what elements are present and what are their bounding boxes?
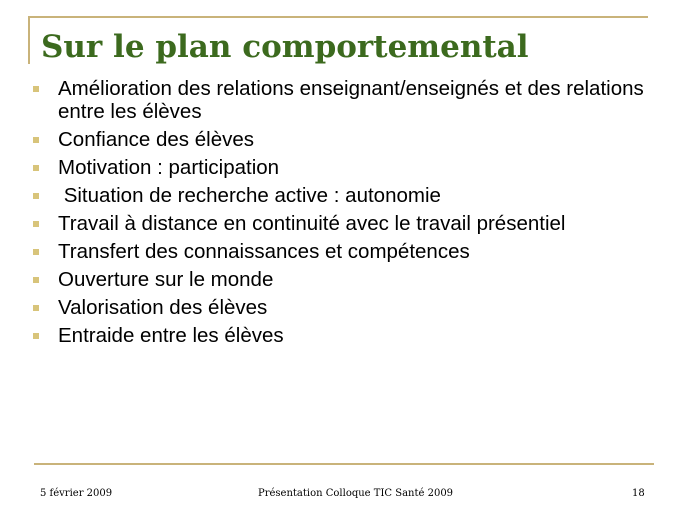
page-number: 18 (632, 488, 645, 499)
footer-date: 5 février 2009 (40, 488, 113, 499)
bullet-text: Transfert des connaissances et compétences (58, 240, 470, 263)
bullet-item (30, 268, 645, 291)
bullet-text: Travail à distance en continuité avec le travail présentiel (58, 212, 566, 235)
bullet-item (30, 324, 645, 347)
square-bullet-icon (33, 86, 39, 92)
bullet-item (30, 128, 645, 151)
bullet-item (30, 212, 645, 235)
square-bullet-icon (33, 165, 39, 171)
bullet-text: Confiance des élèves (58, 128, 255, 151)
bullet-text: Situation de recherche active : autonomie (58, 184, 441, 207)
slide-title: Sur le plan comportemental (41, 29, 529, 65)
bullet-item (30, 77, 650, 123)
bullet-list (30, 77, 650, 352)
bullet-item (30, 184, 645, 207)
footer-rule (34, 463, 654, 465)
bullet-text: Entraide entre les élèves (58, 324, 284, 347)
square-bullet-icon (33, 249, 39, 255)
square-bullet-icon (33, 277, 39, 283)
title-top-rule (28, 16, 648, 18)
bullet-text: Amélioration des relations enseignant/enseignés et des relations entre les élèves (58, 77, 650, 123)
bullet-item (30, 156, 645, 179)
bullet-text: Valorisation des élèves (58, 296, 268, 319)
bullet-item (30, 296, 645, 319)
bullet-item (30, 240, 645, 263)
bullet-text: Ouverture sur le monde (58, 268, 274, 291)
footer-presentation-title: Présentation Colloque TIC Santé 2009 (258, 488, 454, 499)
bullet-text: Motivation : participation (58, 156, 280, 179)
square-bullet-icon (33, 137, 39, 143)
square-bullet-icon (33, 221, 39, 227)
title-left-rule (28, 16, 30, 64)
square-bullet-icon (33, 305, 39, 311)
square-bullet-icon (33, 193, 39, 199)
square-bullet-icon (33, 333, 39, 339)
